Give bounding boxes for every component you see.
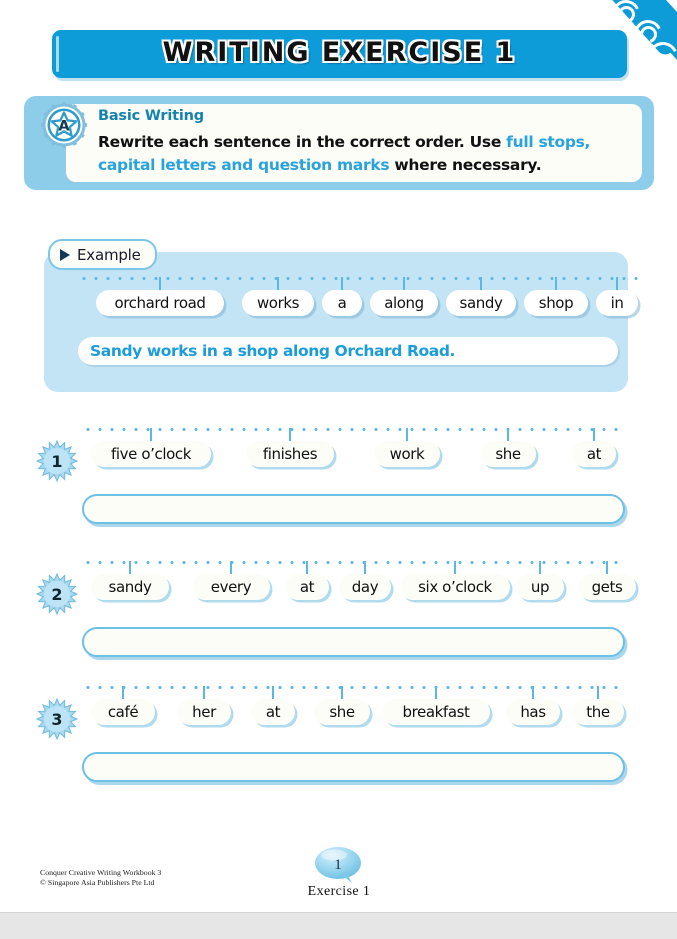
dotted-guide-line xyxy=(82,686,625,689)
question-word-strip xyxy=(82,686,625,728)
question-number-badge xyxy=(36,440,78,482)
word-tile-label: along xyxy=(384,294,424,312)
answer-input-box[interactable] xyxy=(82,494,625,524)
tick-mark xyxy=(593,428,595,441)
word-tile[interactable] xyxy=(516,574,564,600)
word-tile[interactable] xyxy=(382,699,490,725)
tick-mark xyxy=(306,561,308,574)
page-bottom-edge xyxy=(0,912,677,939)
example-word-strip xyxy=(78,277,638,317)
spiral-icon xyxy=(630,16,666,52)
word-tile[interactable] xyxy=(480,441,536,467)
instruction-body-part2: where necessary. xyxy=(389,156,542,174)
word-tile-label: finishes xyxy=(262,445,318,463)
word-tile-label: at xyxy=(265,703,281,721)
example-answer-text: Sandy works in a shop along Orchard Road. xyxy=(90,342,456,360)
word-tile-label: work xyxy=(389,445,425,463)
word-tile-label: works xyxy=(256,294,300,312)
word-tile-label: sandy xyxy=(108,578,152,596)
tick-mark xyxy=(616,277,618,290)
tick-mark xyxy=(403,277,405,290)
word-tile-label: the xyxy=(586,703,610,721)
word-tile[interactable] xyxy=(446,290,516,316)
word-tile-label: a xyxy=(337,294,347,312)
word-tile-label: five o’clock xyxy=(111,445,191,463)
word-tile[interactable] xyxy=(524,290,588,316)
question-word-strip xyxy=(82,561,625,603)
tick-mark xyxy=(129,561,131,574)
exercise-badge-number: 1 xyxy=(334,857,342,873)
word-tile-label: in xyxy=(610,294,624,312)
instruction-body-part1: Rewrite each sentence in the correct order. Use xyxy=(98,133,507,151)
question-number-badge xyxy=(36,573,78,615)
example-panel xyxy=(44,252,628,392)
example-tab-label: Example xyxy=(77,245,141,264)
word-tile-label: shop xyxy=(538,294,574,312)
example-tab xyxy=(48,239,157,270)
tick-mark xyxy=(597,686,599,699)
word-tile-label: gets xyxy=(591,578,623,596)
word-tile[interactable] xyxy=(578,574,636,600)
question-number: 3 xyxy=(51,709,63,729)
exercise-badge-icon xyxy=(312,845,366,885)
question-number: 2 xyxy=(51,584,63,604)
word-tile[interactable] xyxy=(322,290,362,316)
dotted-guide-line xyxy=(82,428,625,431)
spiral-icon xyxy=(615,3,638,26)
word-tile-label: sandy xyxy=(459,294,503,312)
instruction-heading: Basic Writing xyxy=(98,108,204,124)
tick-mark xyxy=(272,686,274,699)
tick-mark xyxy=(341,686,343,699)
tick-mark xyxy=(364,561,366,574)
example-answer-box xyxy=(78,337,618,365)
play-triangle-icon xyxy=(60,249,70,261)
tick-mark xyxy=(406,428,408,441)
question-word-strip xyxy=(82,428,625,470)
word-tile[interactable] xyxy=(177,699,231,725)
word-tile-label: breakfast xyxy=(402,703,470,721)
tick-mark xyxy=(203,686,205,699)
tick-mark xyxy=(277,277,279,290)
tick-mark xyxy=(555,277,557,290)
tick-mark xyxy=(230,561,232,574)
question-number: 1 xyxy=(51,451,63,471)
word-tile[interactable] xyxy=(370,290,438,316)
word-tile-label: day xyxy=(351,578,379,596)
word-tile-label: at xyxy=(299,578,315,596)
dotted-guide-line xyxy=(82,561,625,564)
spiral-icon xyxy=(644,38,677,76)
tick-mark xyxy=(606,561,608,574)
tick-mark xyxy=(532,686,534,699)
title-banner xyxy=(52,30,627,78)
word-tile-label: every xyxy=(210,578,252,596)
word-tile[interactable] xyxy=(285,574,329,600)
tick-mark xyxy=(507,428,509,441)
page-title: WRITING EXERCISE 1 xyxy=(162,37,517,68)
word-tile-label: café xyxy=(107,703,139,721)
word-tile[interactable] xyxy=(400,574,510,600)
tick-mark xyxy=(539,561,541,574)
tick-mark xyxy=(435,686,437,699)
word-tile[interactable] xyxy=(251,699,295,725)
word-tile-label: at xyxy=(586,445,602,463)
tick-mark xyxy=(454,561,456,574)
footer-credit-line2: © Singapore Asia Publishers Pte Ltd xyxy=(40,878,155,887)
word-tile-label: she xyxy=(495,445,521,463)
word-tile[interactable] xyxy=(572,699,624,725)
exercise-label: Exercise 1 xyxy=(307,884,371,899)
tick-mark xyxy=(289,428,291,441)
section-a-badge-icon xyxy=(41,102,87,148)
spiral-icon xyxy=(608,0,644,32)
tick-mark xyxy=(341,277,343,290)
tick-mark xyxy=(150,428,152,441)
answer-input-box[interactable] xyxy=(82,752,625,782)
dotted-guide-line xyxy=(78,277,638,280)
word-tile[interactable] xyxy=(314,699,370,725)
word-tile-label: orchard road xyxy=(114,294,206,312)
word-tile[interactable] xyxy=(572,441,616,467)
footer-credit-line1: Conquer Creative Writing Workbook 3 xyxy=(40,868,162,877)
word-tile[interactable] xyxy=(506,699,560,725)
tick-mark xyxy=(122,686,124,699)
word-tile[interactable] xyxy=(246,441,334,467)
word-tile[interactable] xyxy=(242,290,314,316)
answer-input-box[interactable] xyxy=(82,627,625,657)
word-tile-label: six o’clock xyxy=(418,578,492,596)
tick-mark xyxy=(159,277,161,290)
word-tile-label: up xyxy=(530,578,550,596)
question-number-badge xyxy=(36,698,78,740)
spiral-icon xyxy=(637,23,660,46)
svg-text:A: A xyxy=(58,118,70,135)
spiral-icon xyxy=(626,50,653,77)
word-tile-label: has xyxy=(520,703,546,721)
word-tile[interactable] xyxy=(91,574,169,600)
word-tile-label: she xyxy=(329,703,355,721)
tick-mark xyxy=(480,277,482,290)
instruction-body-highlight: full stops, capital letters and question marks xyxy=(98,133,591,174)
word-tile-label: her xyxy=(192,703,216,721)
word-tile[interactable] xyxy=(192,574,270,600)
word-tile[interactable] xyxy=(96,290,224,316)
word-tile[interactable] xyxy=(374,441,440,467)
instruction-body xyxy=(98,131,634,177)
word-tile[interactable] xyxy=(339,574,391,600)
word-tile[interactable] xyxy=(91,441,211,467)
word-tile[interactable] xyxy=(91,699,155,725)
footer-credit xyxy=(40,868,161,888)
word-tile[interactable] xyxy=(596,290,638,316)
